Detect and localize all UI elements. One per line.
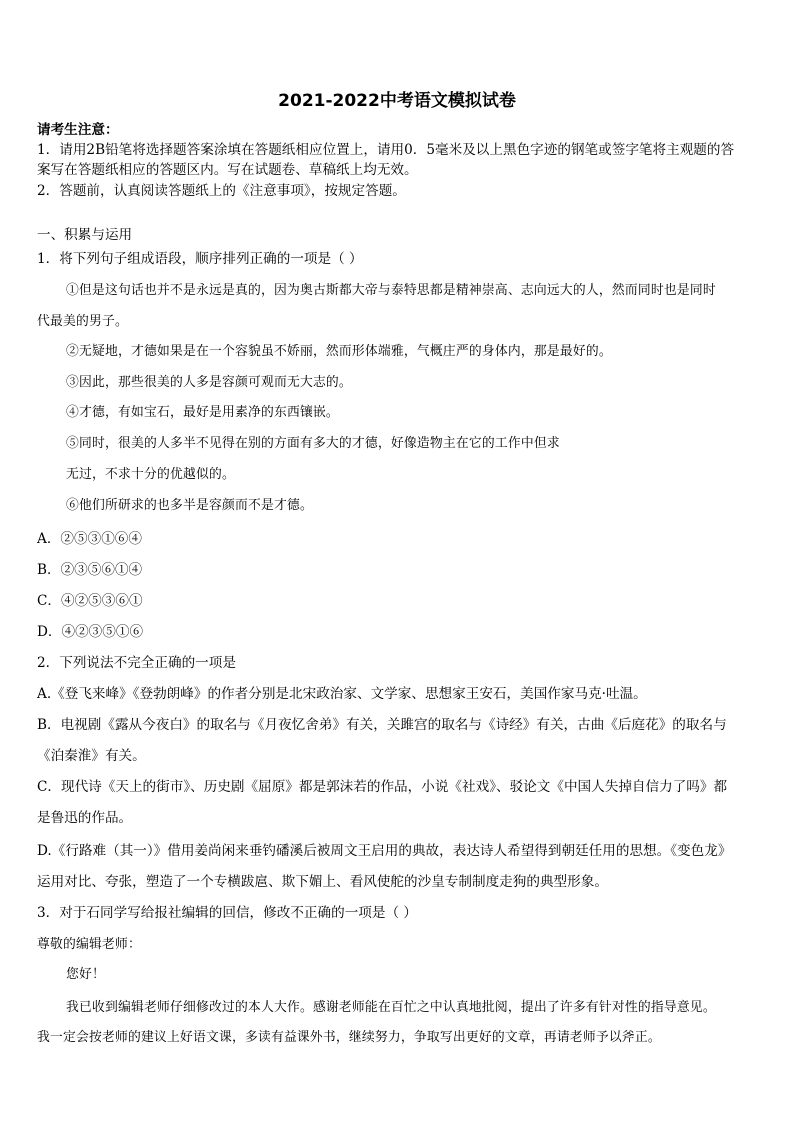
- q1-sentence: ⑤同时，很美的人多半不见得在别的方面有多大的才德，好像造物主在它的工作中但求: [66, 436, 560, 451]
- notice-line: 2．答题前，认真阅读答题纸上的《注意事项》，按规定答题。: [37, 183, 406, 199]
- question-1-stem: 1．将下列句子组成语段，顺序排列正确的一项是（ ）: [37, 251, 363, 267]
- q1-sentence: 代最美的男子。: [37, 314, 128, 329]
- q2-option-a: A.《登飞来峰》《登勃朗峰》的作者分别是北宋政治家、文学家、思想家王安石，美国作家马克·吐温。: [37, 686, 647, 702]
- q3-letter-body: 我一定会按老师的建议上好语文课，多读有益课外书，继续努力，争取写出更好的文章，再请老师予以斧正。: [37, 1030, 661, 1045]
- q1-sentence: ②无疑地，才德如果是在一个容貌虽不娇丽，然而形体端雅，气概庄严的身体内，那是最好的。: [66, 344, 612, 359]
- q1-option-d: D．④②③⑤①⑥: [37, 624, 144, 640]
- page-title: 2021-2022中考语文模拟试卷: [278, 91, 516, 111]
- q2-option-b: B．电视剧《露从今夜白》的取名与《月夜忆舍弟》有关，关雎宫的取名与《诗经》有关，古曲《后庭花》的取名与: [37, 717, 727, 733]
- question-3-stem: 3．对于石同学写给报社编辑的回信，修改不正确的一项是（ ）: [37, 905, 417, 921]
- section-heading: 一、积累与运用: [37, 227, 133, 243]
- notice-line: 1．请用2B铅笔将选择题答案涂填在答题纸相应位置上，请用0．5毫米及以上黑色字迹的钢笔或签字笔将主观题的答: [37, 142, 735, 158]
- q2-option-d: D.《行路难（其一）》借用姜尚闲来垂钓磻溪后被周文王启用的典故，表达诗人希望得到朝廷任用的思想。《变色龙》: [37, 843, 732, 859]
- q3-letter-salutation: 尊敬的编辑老师：: [37, 937, 141, 952]
- q1-option-b: B．②③⑤⑥①④: [37, 562, 143, 578]
- q1-option-a: A．②⑤③①⑥④: [37, 531, 142, 547]
- q1-sentence: ④才德，有如宝石，最好是用素净的东西镶嵌。: [66, 405, 339, 420]
- q1-sentence: ③因此，那些很美的人多是容颜可观而无大志的。: [66, 375, 352, 390]
- q2-option-c-cont: 是鲁迅的作品。: [37, 810, 133, 826]
- q1-sentence: 无过，不求十分的优越似的。: [66, 467, 235, 482]
- question-2-stem: 2．下列说法不完全正确的一项是: [37, 655, 236, 671]
- q2-option-b-cont: 《泊秦淮》有关。: [37, 748, 146, 764]
- q3-letter-body: 我已收到编辑老师仔细修改过的本人大作。感谢老师能在百忙之中认真地批阅，提出了许多有针对性的指导意见。: [66, 1000, 716, 1015]
- notice-heading: 请考生注意：: [37, 122, 119, 138]
- q1-sentence: ①但是这句话也并不是永远是真的，因为奥古斯都大帝与泰特思都是精神崇高、志向远大的人，然而同时也是同时: [66, 283, 716, 298]
- q1-sentence: ⑥他们所研求的也多半是容颜而不是才德。: [66, 498, 313, 513]
- notice-line: 案写在答题纸相应的答题区内。写在试题卷、草稿纸上均无效。: [37, 162, 418, 178]
- q2-option-d-cont: 运用对比、夸张，塑造了一个专横跋扈、欺下媚上、看风使舵的沙皇专制制度走狗的典型形象。: [37, 874, 608, 890]
- q1-option-c: C．④②⑤③⑥①: [37, 593, 143, 609]
- q2-option-c: C．现代诗《天上的街市》、历史剧《屈原》都是郭沫若的作品，小说《社戏》、驳论文《中国人失掉自信力了吗》都: [37, 779, 728, 795]
- q3-letter-greeting: 您好！: [66, 967, 105, 982]
